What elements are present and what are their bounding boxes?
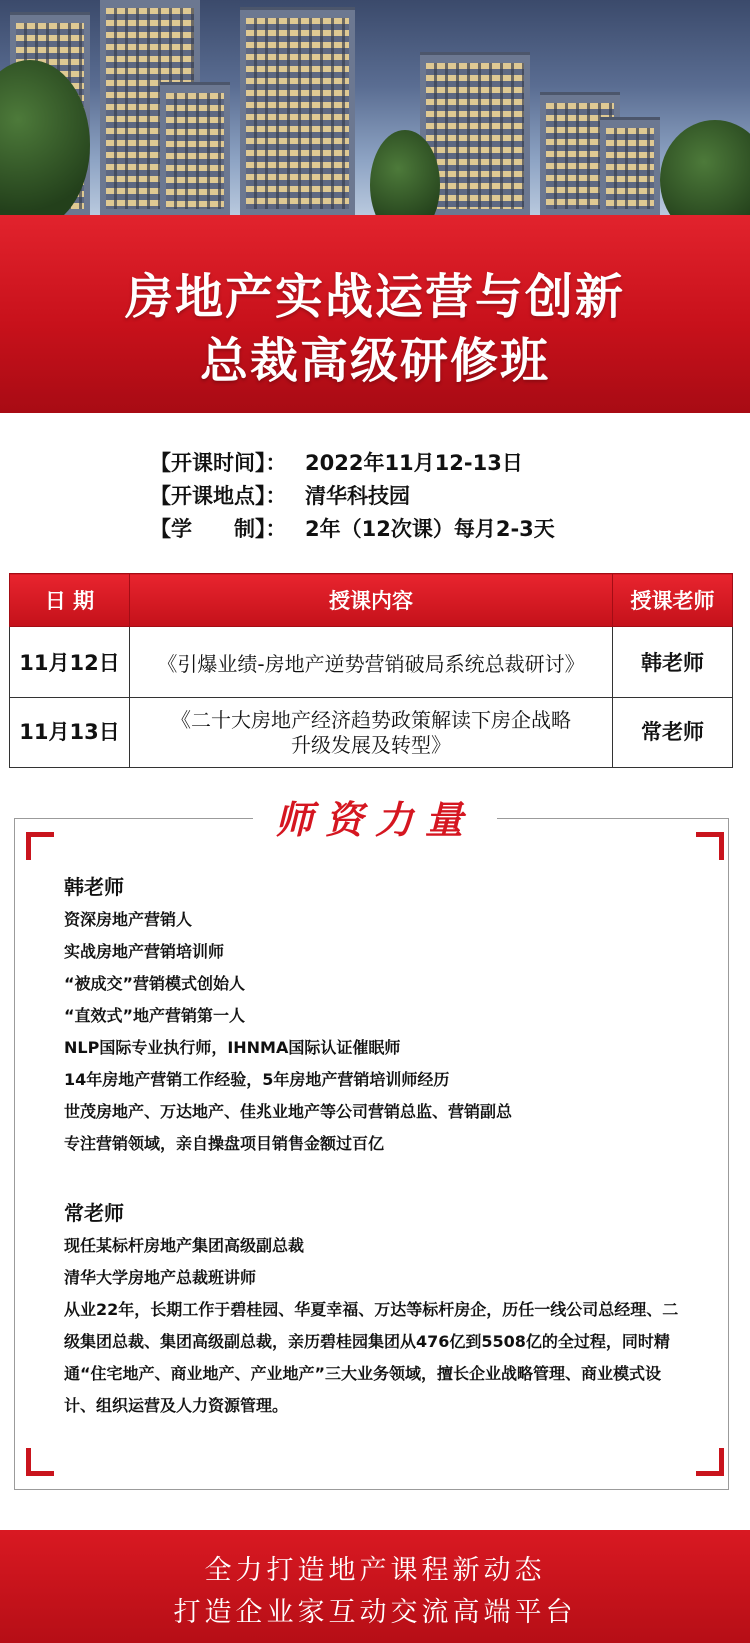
row-date: 11月12日 xyxy=(10,627,130,698)
footer-slogan-line1: 全力打造地产课程新动态 xyxy=(204,1555,546,1586)
row-teacher: 常老师 xyxy=(613,698,733,768)
row-content-line1: 《二十大房地产经济趋势政策解读下房企战略 xyxy=(171,707,571,732)
teacher2-bio: 从业22年，长期工作于碧桂园、华夏幸福、万达等标杆房企，历任一线公司总经理、二级集团总裁、集团高级副总裁，亲历碧桂园集团从476亿到5508亿的全过程，同时精通“住宅地产、商业地产、产业地产”三大业务领域，擅长企业战略管理、商业模式设计、组织运营及人力资源管理。 xyxy=(64,1300,679,1415)
info-label: 【学 制】： xyxy=(150,517,287,541)
teacher2-line: 清华大学房地产总裁班讲师 xyxy=(64,1268,257,1287)
hero-building-photo xyxy=(0,0,750,215)
header-teacher: 授课老师 xyxy=(613,574,733,627)
info-row-time xyxy=(150,447,555,480)
schedule-table xyxy=(9,573,733,768)
page-title-line2: 总裁高级研修班 xyxy=(199,333,550,389)
page-title-line1: 房地产实战运营与创新 xyxy=(124,269,625,325)
footer-banner xyxy=(0,1530,750,1643)
header-content: 授课内容 xyxy=(130,574,613,627)
teacher1-line: 专注营销领域，亲自操盘项目销售金额过百亿 xyxy=(64,1134,385,1153)
table-row xyxy=(10,698,733,768)
faculty-heading xyxy=(0,790,750,850)
schedule-header-row xyxy=(10,574,733,627)
header-date: 日 期 xyxy=(10,574,130,627)
teacher2-line: 现任某标杆房地产集团高级副总裁 xyxy=(64,1236,305,1255)
row-content-line2: 升级发展及转型》 xyxy=(291,732,451,757)
teacher1-line: “被成交”营销模式创始人 xyxy=(64,974,246,993)
info-value: 2022年11月12-13日 xyxy=(305,451,523,475)
row-teacher: 韩老师 xyxy=(613,627,733,698)
corner-decoration-icon xyxy=(696,1448,724,1476)
teacher1-name: 韩老师 xyxy=(64,875,124,899)
corner-decoration-icon xyxy=(696,832,724,860)
title-banner xyxy=(0,215,750,413)
corner-decoration-icon xyxy=(26,1448,54,1476)
info-row-location xyxy=(150,480,555,513)
info-value: 2年（12次课）每月2-3天 xyxy=(305,517,555,541)
row-date: 11月13日 xyxy=(10,698,130,768)
teacher2-name: 常老师 xyxy=(64,1201,124,1225)
row-content xyxy=(130,698,613,768)
info-row-duration xyxy=(150,513,555,546)
faculty-heading-text: 师资力量 xyxy=(253,790,497,850)
teacher1-line: 14年房地产营销工作经验，5年房地产营销培训师经历 xyxy=(64,1070,450,1089)
corner-decoration-icon xyxy=(26,832,54,860)
faculty-content xyxy=(64,870,704,1422)
info-value: 清华科技园 xyxy=(305,484,410,508)
info-label: 【开课时间】： xyxy=(150,451,287,475)
course-info xyxy=(150,447,555,546)
table-row xyxy=(10,627,733,698)
footer-slogan-line2: 打造企业家互动交流高端平台 xyxy=(173,1597,577,1628)
teacher1-line: “直效式”地产营销第一人 xyxy=(64,1006,246,1025)
teacher1-line: 资深房地产营销人 xyxy=(64,910,193,929)
info-label: 【开课地点】： xyxy=(150,484,287,508)
teacher1-line: 世茂房地产、万达地产、佳兆业地产等公司营销总监、营销副总 xyxy=(64,1102,513,1121)
teacher1-line: NLP国际专业执行师，IHNMA国际认证催眠师 xyxy=(64,1038,401,1057)
row-content: 《引爆业绩-房地产逆势营销破局系统总裁研讨》 xyxy=(130,627,613,698)
teacher1-line: 实战房地产营销培训师 xyxy=(64,942,225,961)
